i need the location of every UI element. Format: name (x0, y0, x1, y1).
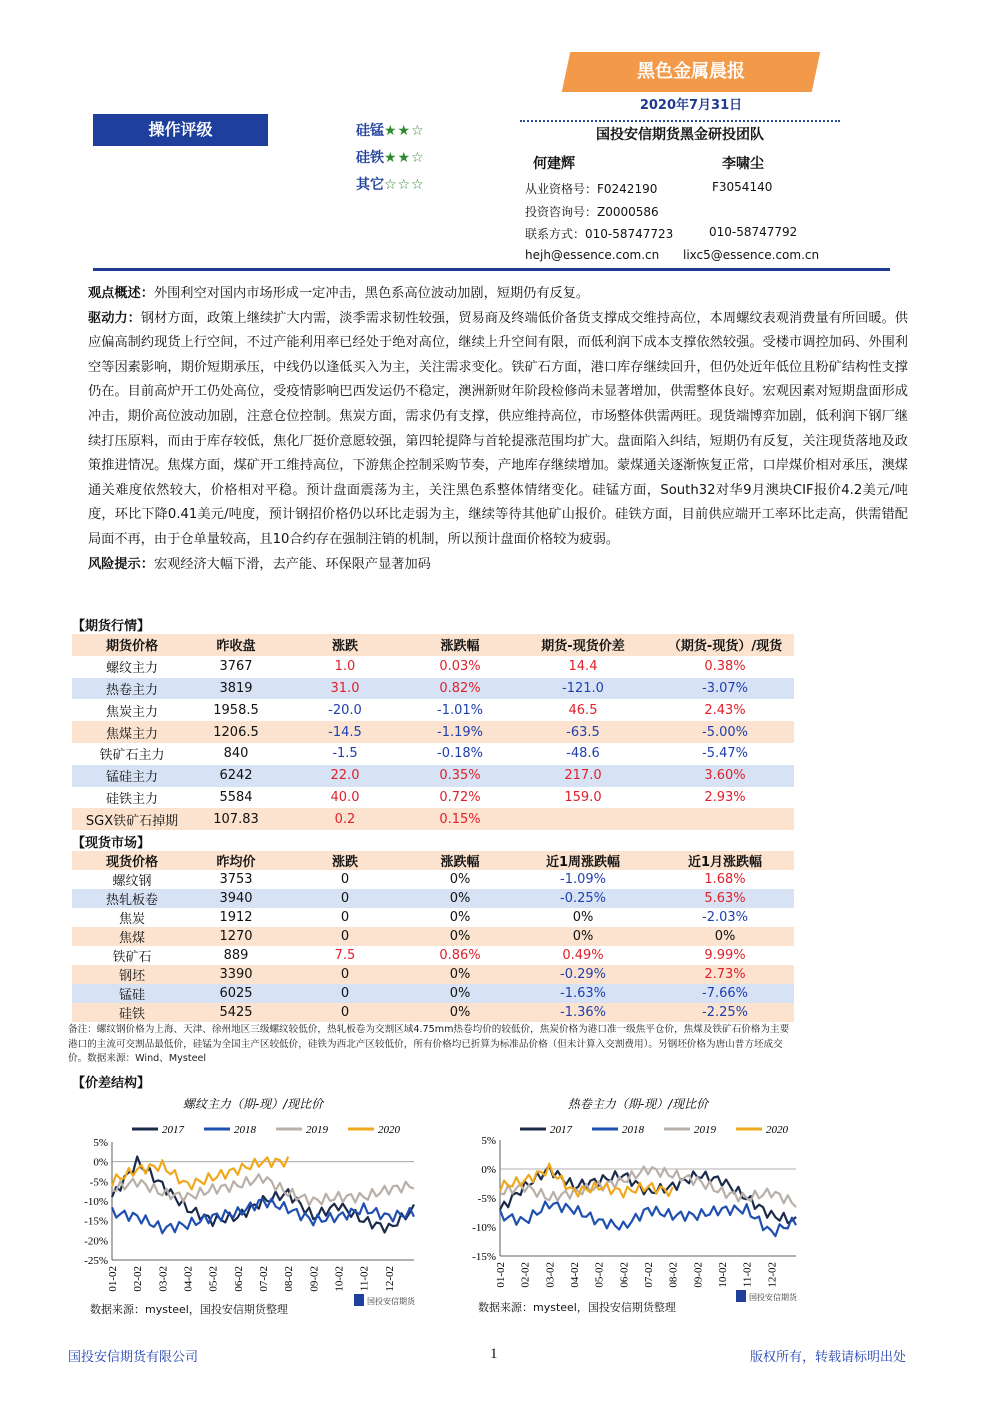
spot-table (72, 851, 794, 1022)
table-cell: 1.0 (334, 659, 356, 675)
table-cell: -14.5 (280, 721, 410, 743)
logo-mark (736, 1290, 746, 1302)
column-header: 现货价格 (72, 851, 192, 870)
table-cell: 889 (223, 948, 249, 963)
table-cell: 0.82% (410, 678, 510, 700)
footer-company: 国投安信期货有限公司 (68, 1350, 199, 1365)
table-row (72, 870, 794, 889)
x-tick-label: 06-02 (232, 1266, 245, 1292)
table-cell: -20.0 (328, 702, 362, 718)
table-cell: 46.5 (568, 702, 598, 718)
report-date: 2020年7月31日 (639, 98, 743, 113)
summary-text (88, 282, 908, 577)
table-cell: 0.15% (410, 808, 510, 830)
legend-label: 2018 (234, 1124, 256, 1136)
table-cell: 14.4 (568, 659, 598, 675)
table-cell: 0 (280, 965, 410, 984)
table-cell: 0% (410, 889, 510, 908)
table-cell: 0 (340, 872, 350, 887)
x-tick-label: 05-02 (207, 1266, 220, 1292)
table-cell: 1.68% (704, 872, 746, 887)
table-cell (656, 808, 794, 830)
column-header: 涨跌 (280, 634, 410, 656)
table-row (72, 656, 794, 678)
table-cell: 6242 (192, 765, 280, 787)
table-cell: -7.66% (656, 984, 794, 1003)
y-tick-label: 5% (93, 1137, 108, 1149)
table-cell: -0.29% (510, 965, 656, 984)
header-divider (93, 268, 890, 271)
table-cell: 硅铁主力 (105, 791, 158, 807)
legend-label: 2019 (306, 1124, 328, 1136)
table-row (72, 946, 794, 965)
table-cell: -1.5 (332, 746, 358, 762)
table-cell: -1.63% (510, 984, 656, 1003)
logo (354, 1294, 416, 1306)
risk-text: 宏观经济大幅下滑，去产能、环保限产显著加码 (153, 556, 431, 572)
table-cell: 159.0 (564, 789, 602, 805)
y-tick-label: 0% (93, 1156, 108, 1169)
chart-source: 数据来源：mysteel，国投安信期货整理 (478, 1301, 676, 1314)
table-cell: 铁矿石 (112, 950, 152, 965)
table-cell: 焦煤主力 (72, 721, 192, 743)
table-cell: 硅铁 (72, 1003, 192, 1022)
table-row (72, 927, 794, 946)
analyst-name: 李啸尘 (722, 156, 764, 172)
y-tick-label: -10% (84, 1196, 108, 1208)
column-header: 涨跌 (280, 851, 410, 870)
table-cell: 5584 (219, 789, 253, 805)
x-tick-label: 08-02 (667, 1262, 680, 1288)
table-row (72, 765, 794, 787)
table-cell: 3767 (219, 659, 253, 675)
table-row (72, 808, 794, 830)
table-cell: -121.0 (510, 678, 656, 700)
table-cell: -3.07% (656, 678, 794, 700)
futures-section-title: 【期货行情】 (72, 619, 151, 634)
table-cell: 0% (410, 965, 510, 984)
table-cell: 1912 (219, 910, 253, 925)
table-cell: -2.25% (656, 1003, 794, 1022)
legend-label: 2020 (766, 1124, 788, 1136)
table-note: 备注：螺纹钢价格为上海、天津、徐州地区三级螺纹较低价，热轧板卷为交割区域4.75mm热卷均价的较低价，焦炭价格为港口准一级焦平仓价，焦煤及铁矿石价格为主要港口的主流可交割品最低价，硅锰为全国主产区较低价，硅铁为西北产区较低价，所有价格均已折算为标准品价格（但未计算入交割费用）。另钢坯价格为唐山普方坯成交价。数据来源：Wind、Mysteel (68, 1024, 790, 1064)
table-cell: -5.47% (702, 746, 748, 762)
column-header: 涨跌幅 (410, 851, 510, 870)
table-cell: 9.99% (704, 948, 746, 963)
table-header-row (72, 634, 794, 656)
y-tick-label: -25% (84, 1255, 108, 1267)
chart-title: 热卷主力（期-现）/现比价 (567, 1097, 709, 1111)
column-header: 期货价格 (72, 634, 192, 656)
table-cell: 0% (510, 927, 656, 946)
table-row (72, 908, 794, 927)
x-tick-label: 10-02 (717, 1262, 729, 1288)
table-cell: 0% (410, 1003, 510, 1022)
table-cell: 0% (410, 984, 510, 1003)
logo-text: 国投安信期货 (367, 1297, 415, 1306)
x-tick-label: 11-02 (358, 1266, 371, 1292)
table-row (72, 743, 794, 765)
table-cell: 3.60% (656, 765, 794, 787)
table-cell: 0% (656, 927, 794, 946)
star-icon: ★★☆ (384, 150, 425, 166)
x-tick-label: 05-02 (593, 1262, 606, 1288)
table-cell: 0.38% (704, 659, 746, 675)
logo-mark (354, 1294, 364, 1306)
table-cell: 6025 (192, 984, 280, 1003)
qualification: 从业资格号：F0242190 (525, 182, 658, 196)
page-number: 1 (490, 1346, 498, 1362)
spot-section-title: 【现货市场】 (72, 836, 151, 851)
table-cell: 焦炭主力 (105, 704, 158, 720)
qualification: F3054140 (712, 180, 773, 194)
table-cell: 0% (449, 872, 471, 887)
table-cell: 0 (280, 927, 410, 946)
rating-name: 硅铁 (356, 150, 384, 166)
table-cell: 0 (340, 910, 350, 925)
y-tick-label: 0% (481, 1164, 496, 1176)
x-tick-label: 01-02 (495, 1262, 507, 1288)
rating-row (356, 174, 425, 194)
table-cell: 热卷主力 (72, 678, 192, 700)
driver-label: 驱动力： (88, 310, 141, 326)
table-cell: 107.83 (192, 808, 280, 830)
table-cell: 钢坯 (72, 965, 192, 984)
rating-label: 操作评级 (93, 114, 268, 146)
team-name: 国投安信期货黑金研投团队 (596, 127, 764, 143)
table-cell: -5.00% (656, 721, 794, 743)
hrc-spread-chart (452, 1092, 812, 1324)
table-cell: 焦炭 (118, 912, 145, 927)
star-icon: ☆☆☆ (384, 177, 425, 193)
table-row (72, 984, 794, 1003)
x-tick-label: 07-02 (643, 1262, 655, 1288)
table-cell: -0.25% (510, 889, 656, 908)
legend-label: 2018 (622, 1124, 644, 1136)
consult-number: 投资咨询号：Z0000586 (525, 205, 659, 219)
x-tick-label: 09-02 (692, 1262, 705, 1288)
x-tick-label: 12-02 (766, 1262, 779, 1288)
table-cell: 5.63% (656, 889, 794, 908)
x-tick-label: 08-02 (283, 1266, 296, 1292)
table-cell: 22.0 (280, 765, 410, 787)
chart-title: 螺纹主力（期-现）/现比价 (182, 1097, 324, 1111)
table-row (72, 787, 794, 809)
y-tick-label: -15% (84, 1215, 108, 1228)
legend-label: 2019 (694, 1124, 716, 1136)
table-cell: 217.0 (510, 765, 656, 787)
phone: 联系方式：010-58747723 (525, 227, 674, 241)
y-tick-label: -15% (472, 1251, 496, 1263)
table-cell: 螺纹主力 (105, 661, 158, 677)
rating-row (356, 147, 425, 167)
legend-label: 2017 (550, 1124, 572, 1136)
table-cell: -1.19% (410, 721, 510, 743)
phone: 010-58747792 (709, 225, 798, 239)
x-tick-label: 07-02 (258, 1266, 270, 1292)
email-link[interactable]: hejh@essence.com.cn (525, 248, 660, 262)
table-cell: 3819 (192, 678, 280, 700)
table-cell: 0% (449, 910, 471, 925)
legend-label: 2017 (162, 1124, 184, 1136)
table-cell: 0.72% (439, 789, 481, 805)
footer-copyright: 版权所有，转载请标明出处 (750, 1350, 907, 1365)
table-cell: -2.03% (702, 910, 748, 925)
email-link[interactable]: lixc5@essence.com.cn (683, 248, 820, 262)
x-tick-label: 03-02 (544, 1262, 557, 1288)
column-header: 近1周涨跌幅 (510, 851, 656, 870)
risk-label: 风险提示： (88, 556, 154, 572)
x-tick-label: 02-02 (519, 1262, 532, 1288)
table-cell: -0.18% (437, 746, 483, 762)
table-row (72, 1003, 794, 1022)
series-line (112, 1199, 414, 1234)
table-cell: 40.0 (330, 789, 360, 805)
table-cell: 0 (280, 1003, 410, 1022)
table-cell: 0 (280, 984, 410, 1003)
series-line (500, 1202, 796, 1237)
table-cell: 热轧板卷 (72, 889, 192, 908)
column-header: 昨均价 (192, 851, 280, 870)
table-cell: 0.86% (439, 948, 481, 963)
table-cell: 0.2 (280, 808, 410, 830)
driver-text: 钢材方面，政策上继续扩大内需，淡季需求韧性较强，贸易商及终端低价备货支撑成交维持高位，本周螺纹表观消费量有所回暖。供应偏高制约现货上行空间，不过产能利用率已经处于绝对高位，继续上升空间有限，而低利润下成本支撑依然较强。受楼市调控加码、外围利空等因素影响，期价短期承压，中线仍以逢低买入为主，关注需求变化。铁矿石方面，港口库存继续回升，但仍处近年低位且粉矿结构性支撑仍在。目前高炉开工仍处高位，受疫情影响巴西发运仍不稳定，澳洲新财年阶段检修尚未显著增加，供需整体良好。宏观因素对短期盘面形成冲击，期价高位波动加剧，注意仓位控制。焦炭方面，需求仍有支撑，供应维持高位，市场整体供需两旺。现货端博弈加剧，低利润下钢厂继续打压原料，而由于库存较低，焦化厂挺价意愿较强，第四轮提降与首轮提涨范围均扩大。盘面陷入纠结，短期仍有反复，关注现货落地及政策推进情况。焦煤方面，煤矿开工维持高位，下游焦企控制采购节奏，产地库存继续增加。蒙煤通关逐渐恢复正常，口岸煤价相对承压，澳煤通关难度依然较大，价格相对平稳。预计盘面震荡为主，关注黑色系整体情绪变化。硅锰方面，South32对华9月澳块CIF报价4.2美元/吨度，环比下降0.41美元/吨度，预计钢招价格仍以环比走弱为主，继续等待其他矿山报价。硅铁方面，目前供应端开工率环比走高，供需错配局面不再，由于仓单量较高，且10合约存在强制注销的机制，所以预计盘面价格较为疲弱。 (88, 310, 908, 547)
table-cell: 3940 (192, 889, 280, 908)
table-cell: 0.49% (562, 948, 604, 963)
analyst-name: 何建辉 (533, 156, 575, 172)
table-cell: 7.5 (334, 948, 356, 963)
table-cell: 0.35% (410, 765, 510, 787)
column-header: （期货-现货）/现货 (656, 634, 794, 656)
divider (520, 120, 840, 122)
overview-label: 观点概述： (88, 286, 154, 301)
table-cell: -1.01% (437, 702, 483, 718)
rating-name: 其它 (356, 177, 384, 193)
table-cell: 0% (410, 927, 510, 946)
x-tick-label: 12-02 (383, 1266, 396, 1292)
y-tick-label: -5% (89, 1176, 108, 1189)
x-tick-label: 10-02 (333, 1266, 346, 1292)
logo (736, 1290, 798, 1302)
table-header-row (72, 851, 794, 870)
y-tick-label: -10% (472, 1222, 496, 1234)
table-cell: 840 (223, 746, 249, 762)
table-cell: 0.03% (439, 659, 481, 675)
x-tick-label: 04-02 (182, 1266, 195, 1292)
table-row (72, 965, 794, 984)
x-tick-label: 04-02 (569, 1262, 581, 1288)
column-header: 期货-现货价差 (510, 634, 656, 656)
table-row (72, 721, 794, 743)
table-cell: SGX铁矿石掉期 (72, 808, 192, 830)
table-row (72, 699, 794, 721)
x-tick-label: 01-02 (107, 1266, 119, 1292)
futures-table (72, 634, 794, 830)
table-cell: 锰硅 (72, 984, 192, 1003)
table-cell: 0% (572, 910, 594, 925)
x-tick-label: 09-02 (308, 1266, 321, 1292)
table-cell: -1.36% (510, 1003, 656, 1022)
table-cell: 焦煤 (72, 927, 192, 946)
x-tick-label: 03-02 (157, 1266, 170, 1292)
table-cell: 31.0 (280, 678, 410, 700)
column-header: 涨跌幅 (410, 634, 510, 656)
table-cell: 3390 (192, 965, 280, 984)
table-cell: 铁矿石主力 (99, 748, 165, 764)
x-tick-label: 06-02 (618, 1262, 631, 1288)
table-cell: 2.93% (704, 789, 746, 805)
table-row (72, 678, 794, 700)
table-cell (510, 808, 656, 830)
x-tick-label: 02-02 (132, 1266, 145, 1292)
rating-name: 硅锰 (356, 123, 384, 139)
column-header: 昨收盘 (192, 634, 280, 656)
table-cell: 1958.5 (213, 702, 259, 718)
star-icon: ★★☆ (384, 123, 425, 139)
logo-text: 国投安信期货 (749, 1293, 797, 1302)
table-cell: 3753 (219, 872, 253, 887)
overview-text: 外围利空对国内市场形成一定冲击，黑色系高位波动加剧，短期仍有反复。 (153, 286, 590, 301)
column-header: 近1月涨跌幅 (656, 851, 794, 870)
table-cell: 5425 (192, 1003, 280, 1022)
table-cell: -48.6 (566, 746, 600, 762)
table-cell: 1206.5 (192, 721, 280, 743)
report-title: 黑色金属晨报 (637, 61, 745, 82)
table-cell: -1.09% (560, 872, 606, 887)
table-cell: 1270 (192, 927, 280, 946)
rating-row (356, 120, 425, 140)
table-cell: 锰硅主力 (72, 765, 192, 787)
table-cell: -63.5 (510, 721, 656, 743)
y-tick-label: -5% (477, 1193, 496, 1205)
y-tick-label: -20% (84, 1235, 108, 1248)
chart-source: 数据来源：mysteel，国投安信期货整理 (90, 1303, 288, 1316)
legend-label: 2020 (378, 1124, 400, 1136)
table-cell: 2.43% (704, 702, 746, 718)
table-row (72, 889, 794, 908)
table-cell: 2.73% (656, 965, 794, 984)
y-tick-label: 5% (481, 1135, 496, 1147)
rebar-spread-chart (60, 1092, 430, 1324)
x-tick-label: 11-02 (741, 1262, 754, 1288)
table-cell: 0 (280, 889, 410, 908)
table-cell: 螺纹钢 (112, 874, 152, 889)
spread-section-title: 【价差结构】 (72, 1076, 151, 1091)
